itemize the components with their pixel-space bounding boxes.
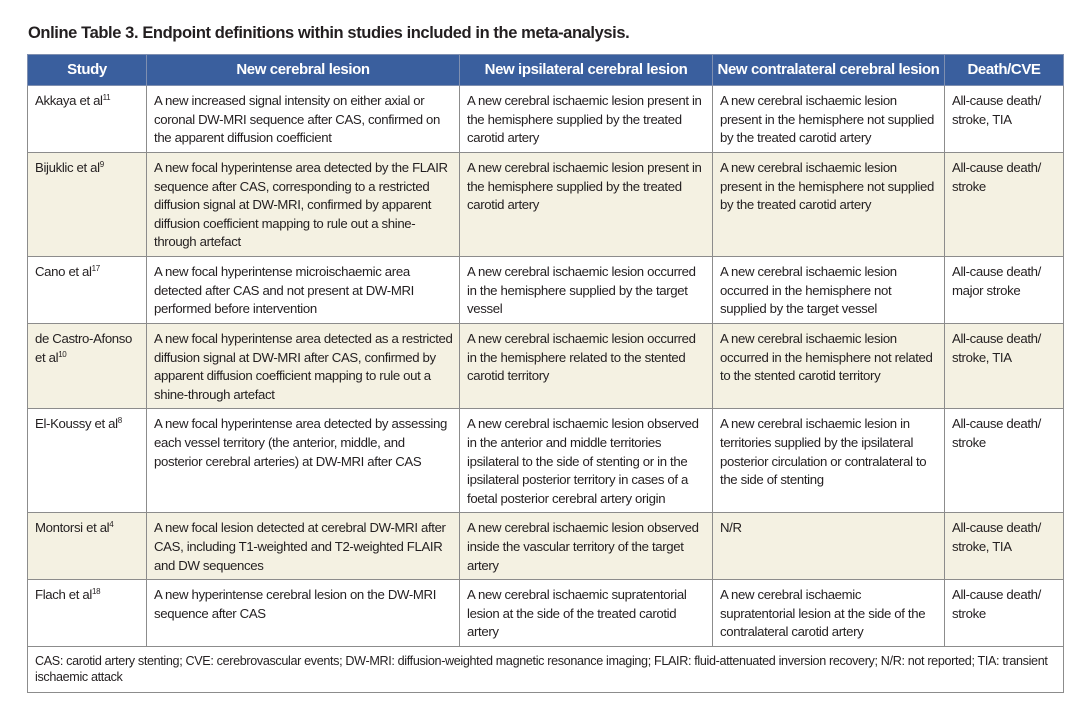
col-header-death-cve: Death/CVE bbox=[945, 55, 1064, 86]
cell-ipsilateral: A new cerebral ischaemic lesion occurred in the hemisphere related to the stented carotid territory bbox=[460, 323, 713, 408]
cell-death-cve: All-cause death/ stroke, TIA bbox=[945, 86, 1064, 153]
cell-death-cve: All-cause death/ stroke bbox=[945, 153, 1064, 257]
cell-death-cve: All-cause death/ major stroke bbox=[945, 256, 1064, 323]
table-row bbox=[28, 86, 1064, 153]
table-title: Online Table 3. Endpoint definitions within studies included in the meta-analysis. bbox=[28, 24, 630, 42]
cell-study bbox=[28, 409, 147, 513]
study-name: Montorsi et al bbox=[35, 520, 110, 536]
cell-ipsilateral: A new cerebral ischaemic lesion present in the hemisphere supplied by the treated carotid artery bbox=[460, 153, 713, 257]
cell-death-cve: All-cause death/ stroke, TIA bbox=[945, 513, 1064, 580]
cell-study bbox=[28, 323, 147, 408]
cell-ipsilateral: A new cerebral ischaemic lesion observed in the anterior and middle territories ipsilateral to the side of stenting or in the ipsilateral posterior territory in cases of a foetal posterior cerebral artery origin bbox=[460, 409, 713, 513]
study-name: Akkaya et al bbox=[35, 93, 103, 108]
cell-death-cve: All-cause death/ stroke bbox=[945, 580, 1064, 647]
cell-contralateral: A new cerebral ischaemic lesion occurred in the hemisphere not supplied by the target vessel bbox=[713, 256, 945, 323]
table-row bbox=[28, 256, 1064, 323]
cell-ipsilateral: A new cerebral ischaemic lesion occurred in the hemisphere supplied by the target vessel bbox=[460, 256, 713, 323]
col-header-new-contralateral-lesion: New contralateral cerebral lesion bbox=[713, 55, 945, 86]
study-name: Flach et al bbox=[35, 587, 92, 603]
cell-contralateral: A new cerebral ischaemic lesion present in the hemisphere not supplied by the treated carotid artery bbox=[713, 153, 945, 257]
cell-contralateral: A new cerebral ischaemic lesion present in the hemisphere not supplied by the treated carotid artery bbox=[713, 86, 945, 153]
col-header-new-cerebral-lesion: New cerebral lesion bbox=[147, 55, 460, 86]
cell-study bbox=[28, 580, 147, 647]
table-row bbox=[28, 323, 1064, 408]
table-footnote: CAS: carotid artery stenting; CVE: cerebrovascular events; DW-MRI: diffusion-weighted magnetic resonance imaging; FLAIR: fluid-attenuated inversion recovery; N/R: not reported; TIA: transient ischaemic attack bbox=[28, 647, 1064, 693]
col-header-study: Study bbox=[28, 55, 147, 86]
table-row bbox=[28, 153, 1064, 257]
cell-new-lesion: A new hyperintense cerebral lesion on the DW-MRI sequence after CAS bbox=[147, 580, 460, 647]
cell-contralateral: A new cerebral ischaemic supratentorial lesion at the side of the contralateral carotid artery bbox=[713, 580, 945, 647]
cell-new-lesion: A new increased signal intensity on either axial or coronal DW-MRI sequence after CAS, confirmed on the apparent diffusion coefficient bbox=[147, 86, 460, 153]
cell-study bbox=[28, 513, 147, 580]
reference-number: 17 bbox=[91, 263, 100, 273]
cell-new-lesion: A new focal lesion detected at cerebral DW-MRI after CAS, including T1-weighted and T2-weighted FLAIR and DW sequences bbox=[147, 513, 460, 580]
reference-number: 9 bbox=[99, 160, 104, 169]
header-row bbox=[28, 55, 1064, 86]
cell-new-lesion: A new focal hyperintense microischaemic area detected after CAS and not present at DW-MRI performed before intervention bbox=[147, 256, 460, 323]
endpoint-definitions-table bbox=[27, 54, 1064, 693]
table-row bbox=[28, 580, 1064, 647]
cell-study bbox=[28, 256, 147, 323]
table-row bbox=[28, 513, 1064, 580]
reference-number: 10 bbox=[58, 349, 67, 359]
cell-ipsilateral: A new cerebral ischaemic lesion present in the hemisphere supplied by the treated carotid artery bbox=[460, 86, 713, 153]
study-name: Cano et al bbox=[35, 263, 92, 279]
cell-study bbox=[28, 153, 147, 257]
footnote-row bbox=[28, 647, 1064, 693]
cell-ipsilateral: A new cerebral ischaemic lesion observed inside the vascular territory of the target artery bbox=[460, 513, 713, 580]
cell-death-cve: All-cause death/ stroke, TIA bbox=[945, 323, 1064, 408]
study-name: de Castro-Afonso et al bbox=[35, 330, 133, 365]
reference-number: 11 bbox=[102, 93, 111, 102]
reference-number: 4 bbox=[109, 520, 114, 530]
cell-new-lesion: A new focal hyperintense area detected by the FLAIR sequence after CAS, corresponding to a restricted diffusion signal at DW-MRI, confirmed by apparent diffusion coefficient mapping to rule out a shine-through artefact bbox=[147, 153, 460, 257]
cell-new-lesion: A new focal hyperintense area detected as a restricted diffusion signal at DW-MRI after CAS, confirmed by apparent diffusion coefficient mapping to rule out a shine-through artefact bbox=[147, 323, 460, 408]
cell-ipsilateral: A new cerebral ischaemic supratentorial lesion at the side of the treated carotid artery bbox=[460, 580, 713, 647]
cell-contralateral: A new cerebral ischaemic lesion in territories supplied by the ipsilateral posterior circulation or contralateral to the side of stenting bbox=[713, 409, 945, 513]
reference-number: 18 bbox=[92, 587, 101, 597]
cell-contralateral: A new cerebral ischaemic lesion occurred in the hemisphere not related to the stented carotid territory bbox=[713, 323, 945, 408]
cell-study bbox=[28, 86, 147, 153]
cell-contralateral: N/R bbox=[713, 513, 945, 580]
cell-new-lesion: A new focal hyperintense area detected by assessing each vessel territory (the anterior, middle, and posterior cerebral arteries) at DW-MRI after CAS bbox=[147, 409, 460, 513]
cell-death-cve: All-cause death/ stroke bbox=[945, 409, 1064, 513]
table-row bbox=[28, 409, 1064, 513]
col-header-new-ipsilateral-lesion: New ipsilateral cerebral lesion bbox=[460, 55, 713, 86]
reference-number: 8 bbox=[117, 416, 122, 426]
study-name: Bijuklic et al bbox=[35, 160, 100, 175]
study-name: El-Koussy et al bbox=[35, 416, 118, 432]
